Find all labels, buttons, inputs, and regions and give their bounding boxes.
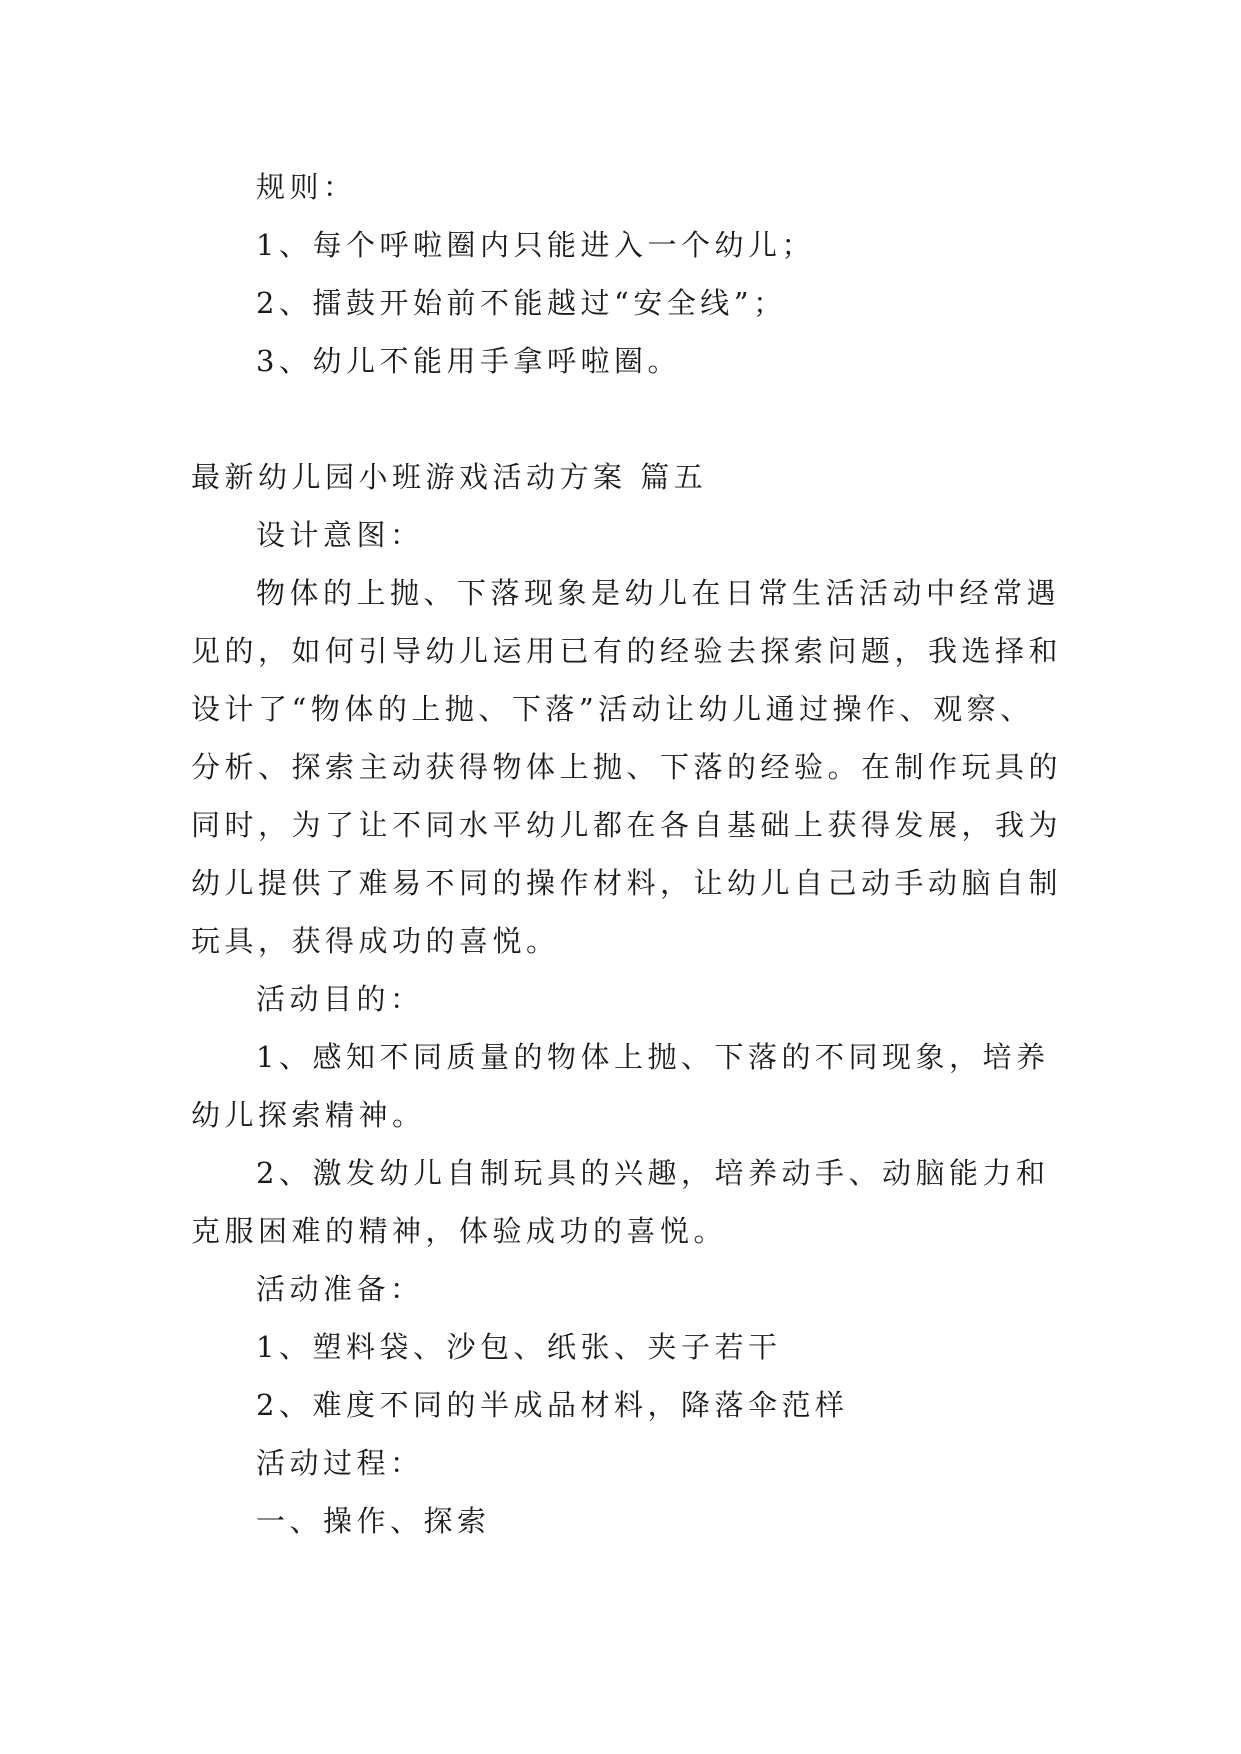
preparation-heading: 活动准备： bbox=[256, 1272, 424, 1306]
rules-item-3: 3、幼儿不能用手拿呼啦圈。 bbox=[256, 344, 681, 378]
design-intent-heading: 设计意图： bbox=[256, 518, 424, 552]
goal-2-line-1: 2、激发幼儿自制玩具的兴趣，培养动手、动脑能力和 bbox=[256, 1156, 1050, 1190]
rules-item-2: 2、擂鼓开始前不能越过“安全线”； bbox=[256, 286, 787, 320]
preparation-item-2: 2、难度不同的半成品材料，降落伞范样 bbox=[256, 1388, 849, 1422]
design-intent-line-6: 幼儿提供了难易不同的操作材料，让幼儿自己动手动脑自制 bbox=[191, 866, 1063, 900]
preparation-item-1: 1、塑料袋、沙包、纸张、夹子若干 bbox=[256, 1330, 782, 1364]
goal-2-line-2: 克服困难的精神，体验成功的喜悦。 bbox=[191, 1214, 728, 1248]
goal-1-line-2: 幼儿探索精神。 bbox=[191, 1098, 426, 1132]
design-intent-line-2: 见的，如何引导幼儿运用已有的经验去探索问题，我选择和 bbox=[191, 634, 1063, 668]
design-intent-line-1: 物体的上抛、下落现象是幼儿在日常生活活动中经常遇 bbox=[256, 576, 1061, 610]
process-step-1: 一、操作、探索 bbox=[256, 1504, 491, 1538]
rules-heading: 规则： bbox=[256, 170, 357, 204]
process-heading: 活动过程： bbox=[256, 1446, 424, 1480]
design-intent-line-5: 同时，为了让不同水平幼儿都在各自基础上获得发展，我为 bbox=[191, 808, 1063, 842]
design-intent-line-4: 分析、探索主动获得物体上抛、下落的经验。在制作玩具的 bbox=[191, 750, 1063, 784]
goal-1-line-1: 1、感知不同质量的物体上抛、下落的不同现象，培养 bbox=[256, 1040, 1050, 1074]
article-title: 最新幼儿园小班游戏活动方案 篇五 bbox=[191, 460, 708, 494]
design-intent-line-3: 设计了“物体的上抛、下落”活动让幼儿通过操作、观察、 bbox=[191, 692, 1034, 726]
rules-item-1: 1、每个呼啦圈内只能进入一个幼儿； bbox=[256, 228, 815, 262]
design-intent-line-7: 玩具，获得成功的喜悦。 bbox=[191, 924, 560, 958]
goals-heading: 活动目的： bbox=[256, 982, 424, 1016]
